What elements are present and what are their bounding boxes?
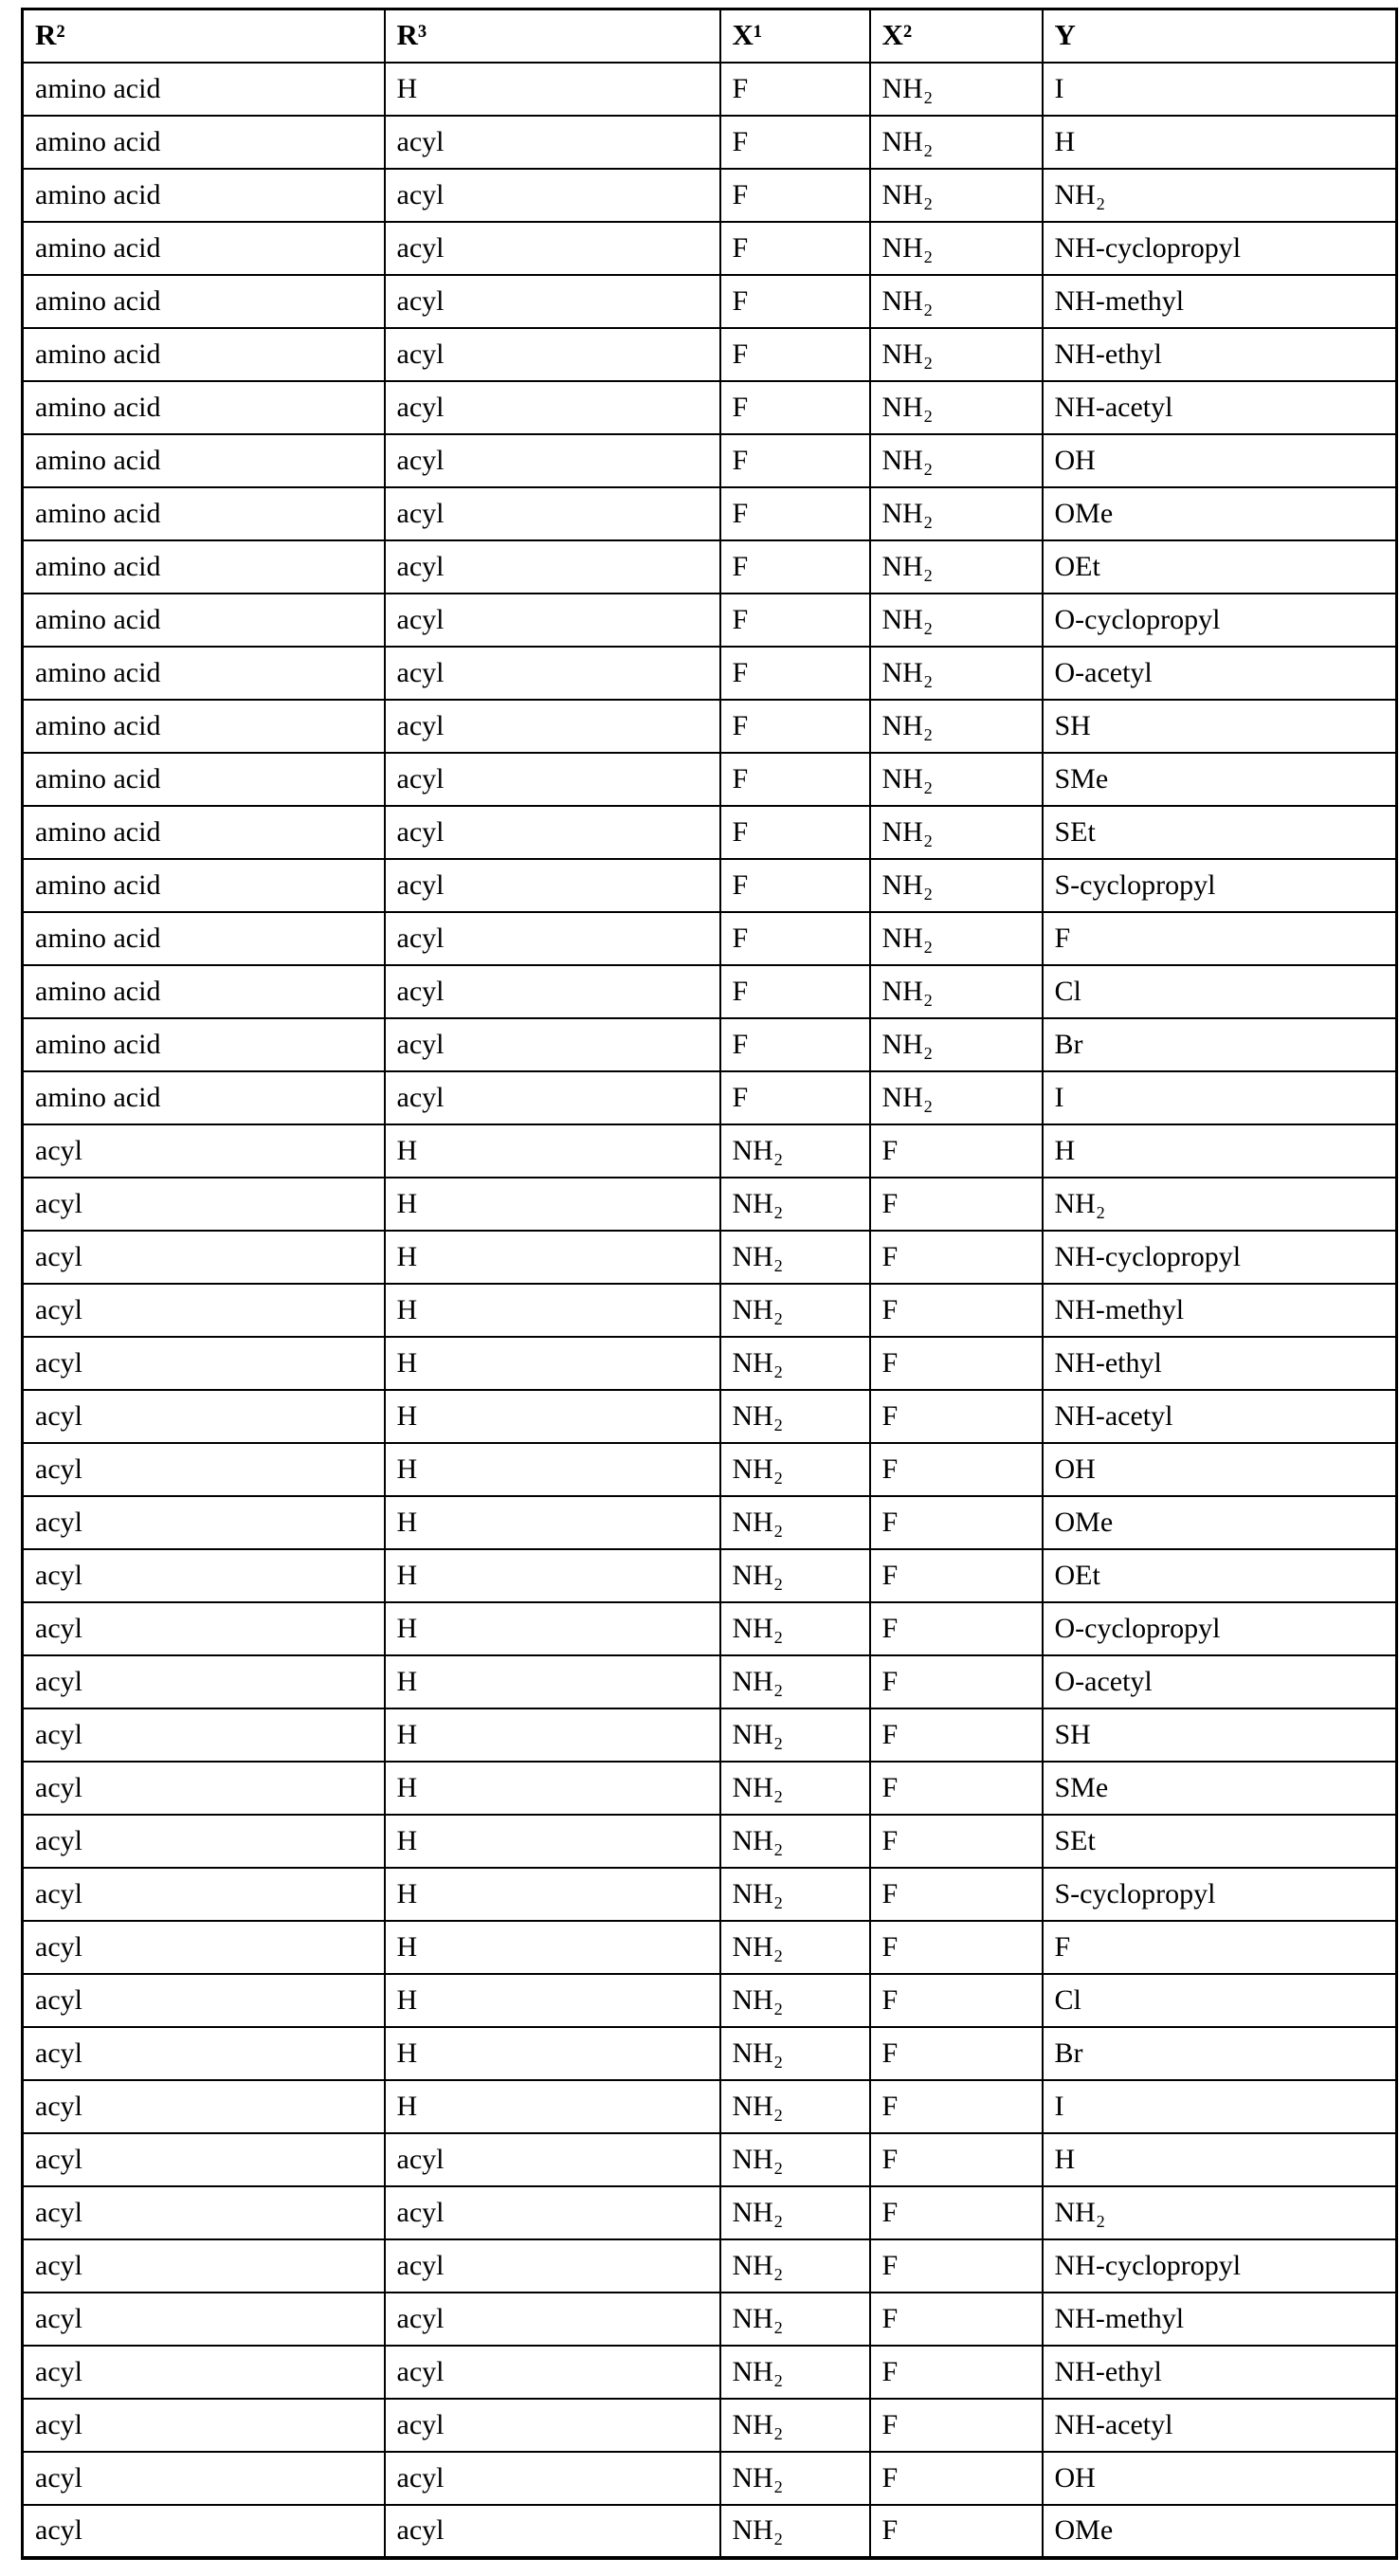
table-cell: F <box>720 222 870 275</box>
table-cell: acyl <box>385 2346 720 2399</box>
column-header-3: X² <box>870 9 1043 63</box>
table-cell: F <box>720 965 870 1018</box>
table-cell: H <box>385 1815 720 1868</box>
table-cell: acyl <box>385 2133 720 2186</box>
table-cell: NH₂ <box>870 328 1043 381</box>
compound-substituent-table <box>21 8 1398 2560</box>
table-cell: acyl <box>385 2399 720 2452</box>
table-row <box>23 434 1397 487</box>
table-cell: H <box>385 2027 720 2080</box>
table-cell: OEt <box>1043 1549 1397 1602</box>
table-row <box>23 1124 1397 1178</box>
table-cell: NH₂ <box>1043 1178 1397 1231</box>
table-cell: NH-methyl <box>1043 275 1397 328</box>
table-cell: F <box>870 1443 1043 1496</box>
table-row <box>23 1284 1397 1337</box>
table-cell: NH₂ <box>720 1974 870 2027</box>
table-row <box>23 2027 1397 2080</box>
table-cell: acyl <box>23 1921 385 1974</box>
table-cell: F <box>1043 912 1397 965</box>
table-cell: NH-cyclopropyl <box>1043 2239 1397 2293</box>
table-cell: NH-methyl <box>1043 2293 1397 2346</box>
table-cell: F <box>870 2186 1043 2239</box>
table-row <box>23 2293 1397 2346</box>
table-cell: acyl <box>23 1496 385 1549</box>
table-cell: amino acid <box>23 328 385 381</box>
table-row <box>23 2239 1397 2293</box>
table-row <box>23 63 1397 116</box>
column-header-0: R² <box>23 9 385 63</box>
table-row <box>23 594 1397 647</box>
table-body <box>23 63 1397 2558</box>
table-cell: amino acid <box>23 540 385 594</box>
table-cell: NH₂ <box>720 2505 870 2558</box>
table-cell: NH₂ <box>720 1868 870 1921</box>
table-cell: acyl <box>385 859 720 912</box>
table-cell: amino acid <box>23 116 385 169</box>
table-cell: acyl <box>23 2399 385 2452</box>
table-cell: F <box>720 381 870 434</box>
table-cell: acyl <box>23 2186 385 2239</box>
table-cell: NH₂ <box>870 487 1043 540</box>
table-cell: NH₂ <box>720 2346 870 2399</box>
table-cell: acyl <box>385 965 720 1018</box>
table-cell: acyl <box>385 2452 720 2505</box>
table-cell: SH <box>1043 700 1397 753</box>
table-cell: amino acid <box>23 63 385 116</box>
table-cell: acyl <box>23 1549 385 1602</box>
table-cell: NH-acetyl <box>1043 1390 1397 1443</box>
table-row <box>23 859 1397 912</box>
table-cell: NH₂ <box>720 1549 870 1602</box>
table-row <box>23 2399 1397 2452</box>
table-cell: NH₂ <box>720 2239 870 2293</box>
table-cell: NH₂ <box>870 222 1043 275</box>
table-row <box>23 700 1397 753</box>
table-cell: NH-acetyl <box>1043 2399 1397 2452</box>
table-row <box>23 328 1397 381</box>
table-row <box>23 912 1397 965</box>
table-cell: acyl <box>385 2293 720 2346</box>
table-cell: NH₂ <box>720 2186 870 2239</box>
table-cell: NH₂ <box>870 434 1043 487</box>
table-cell: F <box>870 1974 1043 2027</box>
table-row <box>23 1655 1397 1708</box>
table-cell: F <box>870 2293 1043 2346</box>
table-cell: F <box>720 328 870 381</box>
table-cell: amino acid <box>23 912 385 965</box>
table-row <box>23 1496 1397 1549</box>
table-cell: NH₂ <box>870 912 1043 965</box>
table-row <box>23 2505 1397 2558</box>
table-cell: NH₂ <box>870 116 1043 169</box>
table-cell: H <box>385 1868 720 1921</box>
table-cell: F <box>720 647 870 700</box>
table-cell: F <box>720 275 870 328</box>
table-cell: NH₂ <box>720 1602 870 1655</box>
table-cell: NH-ethyl <box>1043 328 1397 381</box>
table-cell: amino acid <box>23 434 385 487</box>
table-cell: NH₂ <box>720 1708 870 1762</box>
table-cell: SEt <box>1043 1815 1397 1868</box>
table-row <box>23 1602 1397 1655</box>
table-cell: H <box>385 1708 720 1762</box>
table-cell: Cl <box>1043 1974 1397 2027</box>
table-cell: F <box>870 2027 1043 2080</box>
table-cell: acyl <box>385 2505 720 2558</box>
table-row <box>23 1815 1397 1868</box>
table-cell: F <box>870 1868 1043 1921</box>
table-cell: acyl <box>385 169 720 222</box>
table-cell: acyl <box>23 1708 385 1762</box>
table-cell: NH₂ <box>720 1337 870 1390</box>
table-cell: amino acid <box>23 275 385 328</box>
table-cell: O-cyclopropyl <box>1043 594 1397 647</box>
table-cell: F <box>720 1018 870 1071</box>
table-cell: F <box>870 1815 1043 1868</box>
table-row <box>23 2186 1397 2239</box>
table-row <box>23 487 1397 540</box>
table-cell: F <box>720 540 870 594</box>
table-cell: acyl <box>23 2027 385 2080</box>
column-header-2: X¹ <box>720 9 870 63</box>
table-row <box>23 1231 1397 1284</box>
table-cell: F <box>870 1762 1043 1815</box>
table-cell: NH₂ <box>870 540 1043 594</box>
table-cell: NH₂ <box>720 1124 870 1178</box>
table-cell: acyl <box>385 328 720 381</box>
table-cell: NH₂ <box>720 2293 870 2346</box>
table-cell: NH₂ <box>870 169 1043 222</box>
table-cell: acyl <box>23 2346 385 2399</box>
table-cell: acyl <box>23 2133 385 2186</box>
table-cell: NH-methyl <box>1043 1284 1397 1337</box>
table-cell: NH₂ <box>870 859 1043 912</box>
table-cell: OEt <box>1043 540 1397 594</box>
table-cell: H <box>385 1762 720 1815</box>
table-cell: S-cyclopropyl <box>1043 1868 1397 1921</box>
table-cell: acyl <box>23 2452 385 2505</box>
table-cell: acyl <box>23 2505 385 2558</box>
table-cell: F <box>870 1655 1043 1708</box>
table-cell: F <box>720 859 870 912</box>
table-cell: F <box>870 1178 1043 1231</box>
table-cell: acyl <box>385 912 720 965</box>
table-cell: H <box>385 1974 720 2027</box>
table-cell: acyl <box>23 2239 385 2293</box>
table-cell: amino acid <box>23 381 385 434</box>
table-cell: acyl <box>23 2293 385 2346</box>
table-cell: NH₂ <box>870 63 1043 116</box>
table-cell: F <box>720 169 870 222</box>
table-cell: F <box>870 1337 1043 1390</box>
table-cell: acyl <box>23 1974 385 2027</box>
table-cell: F <box>870 1231 1043 1284</box>
table-cell: NH₂ <box>720 2027 870 2080</box>
table-cell: NH-ethyl <box>1043 1337 1397 1390</box>
table-row <box>23 2080 1397 2133</box>
table-cell: F <box>870 1602 1043 1655</box>
table-cell: F <box>870 2133 1043 2186</box>
table-cell: acyl <box>23 1815 385 1868</box>
table-cell: F <box>1043 1921 1397 1974</box>
table-cell: NH-cyclopropyl <box>1043 222 1397 275</box>
table-cell: OMe <box>1043 1496 1397 1549</box>
table-cell: F <box>720 753 870 806</box>
table-cell: OH <box>1043 434 1397 487</box>
table-row <box>23 1178 1397 1231</box>
table-cell: Br <box>1043 2027 1397 2080</box>
table-cell: amino acid <box>23 647 385 700</box>
table-cell: SH <box>1043 1708 1397 1762</box>
table-row <box>23 1868 1397 1921</box>
table-cell: acyl <box>385 594 720 647</box>
table-cell: F <box>720 1071 870 1124</box>
table-cell: NH₂ <box>720 2133 870 2186</box>
table-row <box>23 1708 1397 1762</box>
table-cell: acyl <box>385 700 720 753</box>
table-cell: SMe <box>1043 753 1397 806</box>
table-row <box>23 1390 1397 1443</box>
table-cell: amino acid <box>23 753 385 806</box>
table-cell: H <box>385 1284 720 1337</box>
table-cell: H <box>385 1549 720 1602</box>
table-cell: acyl <box>23 1124 385 1178</box>
table-cell: Br <box>1043 1018 1397 1071</box>
table-cell: acyl <box>23 1178 385 1231</box>
table-row <box>23 1071 1397 1124</box>
table-cell: I <box>1043 63 1397 116</box>
table-cell: acyl <box>385 806 720 859</box>
table-cell: F <box>870 1549 1043 1602</box>
table-cell: S-cyclopropyl <box>1043 859 1397 912</box>
table-cell: acyl <box>385 381 720 434</box>
table-cell: NH₂ <box>870 1071 1043 1124</box>
table-cell: amino acid <box>23 806 385 859</box>
table-row <box>23 275 1397 328</box>
table-cell: F <box>720 63 870 116</box>
table-cell: acyl <box>23 1655 385 1708</box>
table-cell: F <box>870 1708 1043 1762</box>
table-row <box>23 1018 1397 1071</box>
table-cell: acyl <box>385 753 720 806</box>
table-cell: acyl <box>385 1018 720 1071</box>
table-cell: NH₂ <box>870 806 1043 859</box>
table-cell: F <box>720 487 870 540</box>
table-cell: OMe <box>1043 2505 1397 2558</box>
table-row <box>23 2346 1397 2399</box>
table-cell: acyl <box>23 1762 385 1815</box>
table-cell: amino acid <box>23 1071 385 1124</box>
table-row <box>23 2452 1397 2505</box>
table-cell: NH₂ <box>1043 169 1397 222</box>
table-row <box>23 540 1397 594</box>
table-cell: acyl <box>385 2186 720 2239</box>
table-cell: NH₂ <box>870 381 1043 434</box>
table-cell: F <box>720 594 870 647</box>
table-cell: amino acid <box>23 487 385 540</box>
table-cell: F <box>720 700 870 753</box>
table-cell: NH₂ <box>720 1496 870 1549</box>
header-row <box>23 9 1397 63</box>
table-cell: NH₂ <box>870 647 1043 700</box>
table-cell: acyl <box>23 1868 385 1921</box>
table-cell: amino acid <box>23 594 385 647</box>
table-cell: acyl <box>385 116 720 169</box>
table-cell: NH₂ <box>720 1390 870 1443</box>
table-cell: H <box>1043 1124 1397 1178</box>
table-cell: O-acetyl <box>1043 1655 1397 1708</box>
table-cell: acyl <box>23 1390 385 1443</box>
table-cell: F <box>870 2399 1043 2452</box>
table-cell: NH-ethyl <box>1043 2346 1397 2399</box>
table-cell: F <box>870 1124 1043 1178</box>
table-cell: Cl <box>1043 965 1397 1018</box>
table-row <box>23 1337 1397 1390</box>
table-cell: F <box>870 2346 1043 2399</box>
table-cell: SEt <box>1043 806 1397 859</box>
table-row <box>23 381 1397 434</box>
table-cell: NH₂ <box>720 2080 870 2133</box>
table-cell: H <box>385 1655 720 1708</box>
table-cell: acyl <box>385 647 720 700</box>
table-cell: NH₂ <box>720 1178 870 1231</box>
table-row <box>23 116 1397 169</box>
table-cell: H <box>385 2080 720 2133</box>
table-cell: F <box>720 116 870 169</box>
table-cell: F <box>870 1284 1043 1337</box>
table-cell: acyl <box>385 275 720 328</box>
table-cell: OMe <box>1043 487 1397 540</box>
table-cell: H <box>385 1443 720 1496</box>
table-row <box>23 806 1397 859</box>
table-cell: NH₂ <box>870 700 1043 753</box>
table-cell: amino acid <box>23 700 385 753</box>
table-cell: NH₂ <box>720 1655 870 1708</box>
table-cell: acyl <box>23 1443 385 1496</box>
table-row <box>23 1549 1397 1602</box>
table-cell: H <box>385 1390 720 1443</box>
table-row <box>23 1443 1397 1496</box>
table-cell: NH₂ <box>870 275 1043 328</box>
column-header-1: R³ <box>385 9 720 63</box>
table-cell: NH₂ <box>870 965 1043 1018</box>
table-cell: NH₂ <box>720 1231 870 1284</box>
table-cell: F <box>870 2452 1043 2505</box>
table-cell: F <box>720 912 870 965</box>
table-cell: NH₂ <box>720 2452 870 2505</box>
table-cell: acyl <box>385 1071 720 1124</box>
table-cell: NH₂ <box>720 1762 870 1815</box>
table-cell: acyl <box>385 540 720 594</box>
table-cell: F <box>870 2505 1043 2558</box>
table-cell: H <box>385 63 720 116</box>
table-row <box>23 965 1397 1018</box>
table-cell: amino acid <box>23 859 385 912</box>
table-row <box>23 753 1397 806</box>
table-cell: acyl <box>385 434 720 487</box>
table-row <box>23 1974 1397 2027</box>
table-cell: I <box>1043 2080 1397 2133</box>
table-row <box>23 1762 1397 1815</box>
table-cell: NH₂ <box>720 2399 870 2452</box>
table-cell: acyl <box>385 487 720 540</box>
table-cell: NH₂ <box>1043 2186 1397 2239</box>
table-cell: NH-acetyl <box>1043 381 1397 434</box>
table-cell: H <box>1043 116 1397 169</box>
table-cell: H <box>1043 2133 1397 2186</box>
table-cell: F <box>870 1390 1043 1443</box>
table-row <box>23 2133 1397 2186</box>
table-cell: amino acid <box>23 169 385 222</box>
table-cell: F <box>870 1921 1043 1974</box>
table-cell: acyl <box>23 1231 385 1284</box>
table-cell: F <box>870 2080 1043 2133</box>
table-cell: H <box>385 1337 720 1390</box>
table-row <box>23 222 1397 275</box>
table-cell: H <box>385 1496 720 1549</box>
table-cell: H <box>385 1178 720 1231</box>
table-cell: F <box>870 2239 1043 2293</box>
table-cell: amino acid <box>23 222 385 275</box>
table-cell: acyl <box>23 1602 385 1655</box>
table-cell: acyl <box>385 2239 720 2293</box>
table-cell: H <box>385 1921 720 1974</box>
table-cell: O-cyclopropyl <box>1043 1602 1397 1655</box>
table-cell: F <box>870 1496 1043 1549</box>
table-cell: NH₂ <box>720 1815 870 1868</box>
table-cell: NH₂ <box>720 1921 870 1974</box>
column-header-4: Y <box>1043 9 1397 63</box>
table-cell: amino acid <box>23 1018 385 1071</box>
table-cell: H <box>385 1231 720 1284</box>
table-cell: OH <box>1043 2452 1397 2505</box>
table-cell: NH₂ <box>870 753 1043 806</box>
table-row <box>23 647 1397 700</box>
table-cell: amino acid <box>23 965 385 1018</box>
table-cell: OH <box>1043 1443 1397 1496</box>
table-cell: F <box>720 806 870 859</box>
table-cell: NH₂ <box>720 1443 870 1496</box>
table-row <box>23 169 1397 222</box>
table-cell: acyl <box>385 222 720 275</box>
table-row <box>23 1921 1397 1974</box>
table-cell: NH-cyclopropyl <box>1043 1231 1397 1284</box>
table-cell: NH₂ <box>870 1018 1043 1071</box>
table-cell: NH₂ <box>720 1284 870 1337</box>
table-cell: NH₂ <box>870 594 1043 647</box>
table-cell: O-acetyl <box>1043 647 1397 700</box>
table-cell: H <box>385 1124 720 1178</box>
table-cell: acyl <box>23 1337 385 1390</box>
table-cell: acyl <box>23 1284 385 1337</box>
table-cell: SMe <box>1043 1762 1397 1815</box>
table-cell: I <box>1043 1071 1397 1124</box>
table-cell: F <box>720 434 870 487</box>
table-cell: acyl <box>23 2080 385 2133</box>
table-cell: H <box>385 1602 720 1655</box>
